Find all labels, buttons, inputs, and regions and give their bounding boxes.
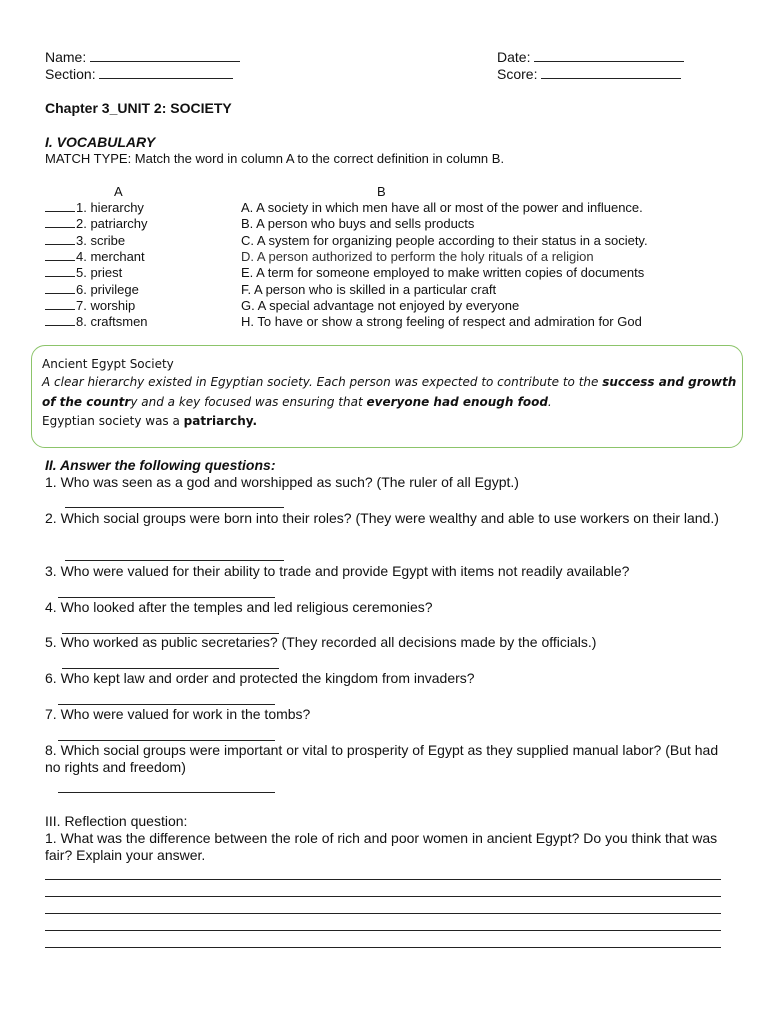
question-6: 6. Who kept law and order and protected the kingdom from invaders? xyxy=(45,670,475,686)
info-box-line-3 xyxy=(42,414,257,428)
answer-blank[interactable] xyxy=(45,216,75,228)
answer-blank[interactable] xyxy=(45,298,75,310)
score-label: Score: xyxy=(497,66,538,82)
date-label: Date: xyxy=(497,49,531,65)
section-field[interactable] xyxy=(45,65,233,82)
name-blank[interactable] xyxy=(90,48,240,62)
term: 5. priest xyxy=(76,265,123,280)
question-2: 2. Which social groups were born into their roles? (They were wealthy and able to use workers on their land.) xyxy=(45,510,719,526)
vocabulary-instruction: MATCH TYPE: Match the word in column A to the correct definition in column B. xyxy=(45,151,505,166)
info-text: Egyptian society was a xyxy=(42,414,184,428)
match-row xyxy=(45,233,725,249)
definition: B. A person who buys and sells products xyxy=(241,216,475,231)
writing-line[interactable] xyxy=(45,946,721,948)
section-blank[interactable] xyxy=(99,65,233,79)
definition: D. A person authorized to perform the holy rituals of a religion xyxy=(241,249,594,264)
match-row xyxy=(45,298,725,314)
question-7: 7. Who were valued for work in the tombs? xyxy=(45,706,311,722)
info-box-line-2 xyxy=(42,395,552,409)
question-8: 8. Which social groups were important or vital to prosperity of Egypt as they supplied manual labor? (But had no rights and freedom) xyxy=(45,742,719,775)
date-field[interactable] xyxy=(497,48,684,65)
date-blank[interactable] xyxy=(534,48,684,62)
definition: H. To have or show a strong feeling of respect and admiration for God xyxy=(241,314,642,329)
definition: A. A society in which men have all or most of the power and influence. xyxy=(241,200,643,215)
answer-blank[interactable] xyxy=(45,282,75,294)
answer-line-5[interactable] xyxy=(62,667,279,669)
writing-line[interactable] xyxy=(45,929,721,931)
term: 3. scribe xyxy=(76,233,126,248)
question-1: 1. Who was seen as a god and worshipped as such? (The ruler of all Egypt.) xyxy=(45,474,519,490)
vocabulary-heading: I. VOCABULARY xyxy=(45,134,156,150)
match-row xyxy=(45,265,725,281)
reflection-question: 1. What was the difference between the role of rich and poor women in ancient Egypt? Do you think that was fair? Explain your answer. xyxy=(45,830,718,863)
term: 7. worship xyxy=(76,298,136,313)
definition: G. A special advantage not enjoyed by everyone xyxy=(241,298,520,313)
answer-blank[interactable] xyxy=(45,233,75,245)
info-box-title: Ancient Egypt Society xyxy=(42,357,174,371)
answer-line-3[interactable] xyxy=(58,596,275,598)
answer-blank[interactable] xyxy=(45,249,75,261)
answer-line-2[interactable] xyxy=(65,559,284,561)
page-title: Chapter 3_UNIT 2: SOCIETY xyxy=(45,100,232,116)
match-row xyxy=(45,282,725,298)
term: 2. patriarchy xyxy=(76,216,148,231)
question-4: 4. Who looked after the temples and led religious ceremonies? xyxy=(45,599,433,615)
answer-line-7[interactable] xyxy=(58,739,275,741)
info-emphasis: success and growth xyxy=(602,375,737,389)
match-row xyxy=(45,249,725,265)
writing-line[interactable] xyxy=(45,895,721,897)
column-a-header: A xyxy=(114,184,123,199)
info-box-line-1 xyxy=(42,375,736,389)
column-b-header: B xyxy=(377,184,386,199)
term: 8. craftsmen xyxy=(76,314,148,329)
score-blank[interactable] xyxy=(541,65,681,79)
match-row xyxy=(45,314,725,330)
info-emphasis: patriarchy. xyxy=(183,414,258,428)
term: 4. merchant xyxy=(76,249,145,264)
answer-line-6[interactable] xyxy=(58,703,275,705)
writing-line[interactable] xyxy=(45,912,721,914)
reflection-heading: III. Reflection question: xyxy=(45,813,188,829)
match-row xyxy=(45,216,725,232)
definition: E. A term for someone employed to make written copies of documents xyxy=(241,265,645,280)
definition: F. A person who is skilled in a particular craft xyxy=(241,282,497,297)
term: 1. hierarchy xyxy=(76,200,144,215)
info-text: y and a key focused was ensuring that xyxy=(130,395,367,409)
definition: C. A system for organizing people according to their status in a society. xyxy=(241,233,648,248)
match-row xyxy=(45,200,725,216)
question-3: 3. Who were valued for their ability to trade and provide Egypt with items not readily available? xyxy=(45,563,630,579)
answer-blank[interactable] xyxy=(45,265,75,277)
answer-line-8[interactable] xyxy=(58,791,275,793)
term: 6. privilege xyxy=(76,282,139,297)
section-label: Section: xyxy=(45,66,96,82)
info-text: A clear hierarchy existed in Egyptian society. Each person was expected to contribute to the xyxy=(42,375,603,389)
score-field[interactable] xyxy=(497,65,681,82)
question-5: 5. Who worked as public secretaries? (They recorded all decisions made by the officials.) xyxy=(45,634,597,650)
questions-heading: II. Answer the following questions: xyxy=(45,457,276,473)
answer-line-1[interactable] xyxy=(65,506,284,508)
writing-line[interactable] xyxy=(45,878,721,880)
info-text: . xyxy=(547,395,552,409)
name-field[interactable] xyxy=(45,48,240,65)
name-label: Name: xyxy=(45,49,87,65)
answer-blank[interactable] xyxy=(45,314,75,326)
info-emphasis: everyone had enough food xyxy=(366,395,548,409)
answer-blank[interactable] xyxy=(45,200,75,212)
info-emphasis: of the countr xyxy=(42,395,131,409)
